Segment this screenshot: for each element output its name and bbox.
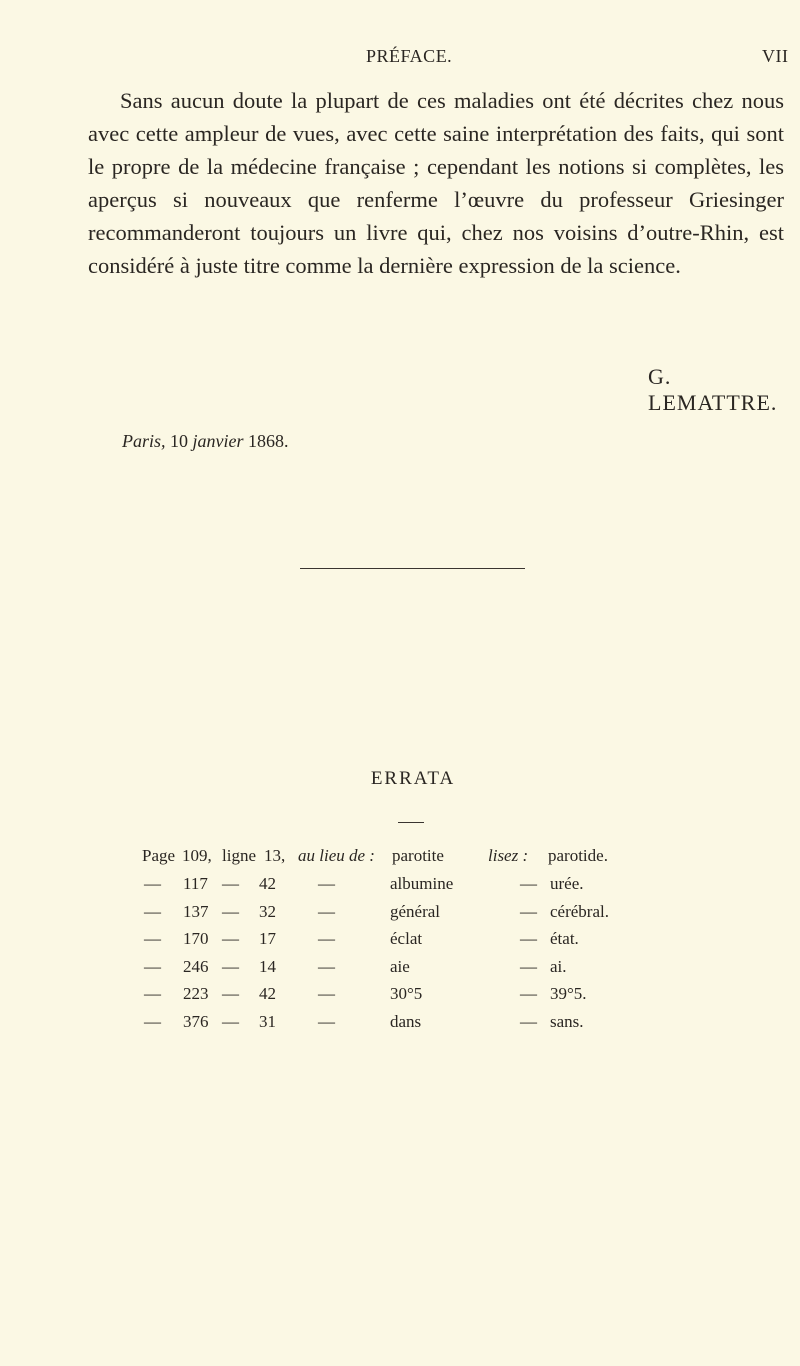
errata-row (0, 929, 800, 956)
dash: — (318, 901, 335, 921)
dash: — (520, 984, 537, 1003)
page-value: 246 (183, 956, 209, 976)
errata-row (0, 874, 800, 901)
right-word: état. (550, 929, 579, 948)
line-value: 42 (259, 984, 276, 1003)
wrong-word: parotite (392, 846, 444, 865)
right-word: parotide. (548, 846, 608, 865)
date-day: 10 (170, 431, 189, 451)
dash: — (144, 1011, 161, 1031)
errata-row (0, 846, 800, 873)
line-value: 13, (264, 846, 286, 865)
dash: — (318, 874, 335, 893)
dash: — (222, 901, 239, 921)
errata-row (0, 902, 800, 929)
dash: — (318, 956, 335, 976)
page-value: 117 (183, 874, 208, 893)
right-word: 39°5. (550, 984, 587, 1003)
right-word: sans. (550, 1011, 584, 1031)
dash: — (318, 984, 335, 1003)
dash: — (144, 874, 161, 893)
line-value: 42 (259, 874, 276, 893)
right-word: ai. (550, 956, 567, 976)
preface-paragraph: Sans aucun doute la plupart de ces maladies ont été décrites chez nous avec cette ampleur de vues, avec cette saine interprétation des faits, qui sont le propre de la médecine française ; cependant les notions si complètes, les aperçus si nouveaux que renferme l’œuvre du professeur Griesinger recommanderont toujours un livre qui, chez nos voisins d’outre-Rhin, est considéré à juste titre comme la dernière expression de la science. (88, 88, 784, 278)
dash: — (520, 929, 537, 948)
right-word: urée. (550, 874, 584, 893)
dash: — (144, 956, 161, 976)
page-label: Page (142, 846, 176, 865)
place-date (122, 431, 289, 452)
errata-title: ERRATA (370, 768, 456, 789)
line-value: 14 (259, 956, 276, 976)
dash: — (222, 956, 239, 976)
wrong-word: général (390, 901, 441, 921)
dash: — (520, 1011, 537, 1031)
dash: — (144, 901, 161, 921)
right-word: cérébral. (550, 901, 609, 921)
page-number: VII (762, 46, 789, 66)
page-value: 376 (183, 1011, 209, 1031)
section-divider (300, 568, 525, 569)
errata-title-rule (398, 822, 424, 823)
line-value: 17 (259, 929, 276, 948)
wrong-word: aie (390, 956, 410, 976)
page-value: 223 (183, 984, 209, 1003)
dash: — (520, 956, 537, 976)
dash: — (520, 874, 537, 893)
dash: — (222, 929, 239, 948)
wrong-word: albumine (390, 874, 454, 893)
line-value: 32 (259, 901, 276, 921)
date-month: janvier (192, 431, 244, 451)
line-value: 31 (259, 1011, 276, 1031)
preface-body (88, 84, 784, 282)
page-value: 137 (183, 901, 209, 921)
dash: — (144, 984, 161, 1003)
dash: — (222, 874, 239, 893)
page-value: 109, (182, 846, 212, 865)
errata-row (0, 957, 800, 984)
instead-label: au lieu de : (298, 846, 375, 865)
read-label: lisez : (488, 846, 529, 865)
dash: — (318, 929, 335, 948)
place: Paris, (122, 431, 166, 451)
wrong-word: 30°5 (390, 984, 423, 1003)
page-value: 170 (183, 929, 209, 948)
wrong-word: éclat (390, 929, 423, 948)
date-year: 1868. (248, 431, 289, 451)
dash: — (222, 1011, 239, 1031)
dash: — (520, 901, 537, 921)
running-header-title: PRÉFACE. (366, 46, 453, 66)
wrong-word: dans (390, 1011, 422, 1031)
line-label: ligne (222, 846, 256, 865)
errata-row (0, 984, 800, 1011)
errata-row (0, 1012, 800, 1039)
dash: — (144, 929, 161, 948)
signature: G. LEMATTRE. (648, 364, 778, 415)
dash: — (318, 1011, 335, 1031)
dash: — (222, 984, 239, 1003)
